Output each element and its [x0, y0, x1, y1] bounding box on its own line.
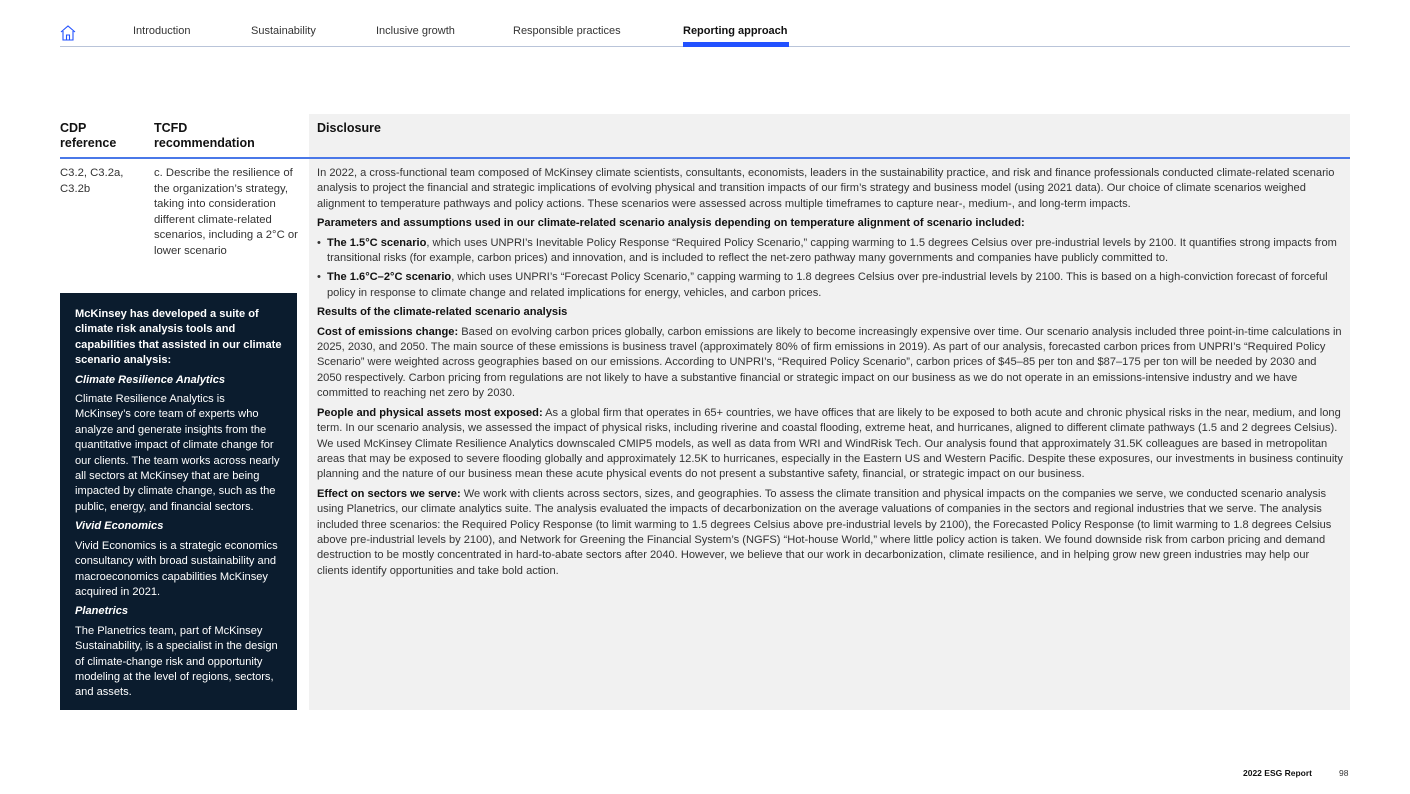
tab-inclusive-growth[interactable]: Inclusive growth [376, 25, 455, 37]
scenario-description: , which uses UNPRI’s Inevitable Policy Response “Required Policy Scenario,” capping warming to 1.5 degrees Celsius over pre-industrial levels by 2100. It quantifies strong impacts from transitional risks (for example, carbon prices) and innovation, and is included to reflect the net-zero pathway many governments and companies have publicly committed to. [327, 236, 1337, 265]
list-item [317, 270, 1343, 301]
scenario-list [317, 236, 1343, 302]
tab-sustainability[interactable]: Sustainability [251, 25, 316, 37]
footer-report-title: 2022 ESG Report [1243, 768, 1312, 778]
header-disclosure: Disclosure [317, 121, 381, 135]
tab-reporting-approach[interactable]: Reporting approach [683, 25, 788, 37]
top-nav [60, 0, 1350, 47]
header-cdp-reference: CDP reference [60, 121, 117, 150]
disclosure-cell [317, 166, 1343, 583]
list-item [317, 236, 1343, 267]
tab-introduction[interactable]: Introduction [133, 25, 191, 37]
tools-callout-box [60, 293, 297, 710]
home-icon[interactable] [60, 24, 76, 42]
header-tcfd-recommendation: TCFD recommendation [154, 121, 255, 150]
result-paragraph [317, 325, 1343, 402]
result-lead: Effect on sectors we serve: [317, 487, 461, 500]
result-text: We work with clients across sectors, sizes, and geographies. To assess the climate transition and physical impacts on the companies we serve, we conducted scenario analysis using Planetrics, our climate analytics suite. The analysis evaluated the impacts of decarbonization on the average valuations of companies in the sectors and regional industries that we serve. The analysis included three scenarios: the Required Policy Response (to limit warming to 1.5 degrees Celsius above pre-industrial levels by 2100), the Forecasted Policy Response (to limit warming to 1.8 degrees Celsius above pre-industrial levels by 2100), and Network for Greening the Financial System’s (NGFS) “Hot-house World,” where little policy action is taken. We found downside risk from carbon pricing and demand destruction to be mostly concentrated in hard-to-abate sectors after 2040. However, we believe that our work in decarbonization, climate resilience, and in helping grow new green industries may help our clients identify opportunities and take bold action. [317, 487, 1332, 577]
callout-item-text: Vivid Economics is a strategic economics consultancy with broad sustainability and macroeconomics capabilities McKinsey acquired in 2021. [75, 539, 278, 598]
scenario-description: , which uses UNPRI’s “Forecast Policy Scenario,” capping warming to 1.8 degrees Celsius over pre-industrial levels by 2100. This is based on a high-conviction forecast of forceful policy in response to climate change and related implications for energy, vehicles, and carbon prices. [327, 271, 1328, 299]
header-divider [60, 157, 1350, 159]
callout-item-title: Planetrics [75, 605, 129, 618]
result-lead: Cost of emissions change: [317, 325, 459, 338]
scenario-name: The 1.6°C–2°C scenario [327, 271, 452, 284]
result-lead: People and physical assets most exposed: [317, 406, 543, 419]
scenario-name: The 1.5°C scenario [327, 236, 427, 249]
active-tab-indicator [683, 42, 789, 47]
page-number: 98 [1339, 768, 1349, 778]
parameters-heading: Parameters and assumptions used in our climate-related scenario analysis depending on temperature alignment of scenario included: [317, 217, 1025, 230]
result-text: Based on evolving carbon prices globally, carbon emissions are likely to become increasingly expensive over time. Our scenario analysis included three point-in-time calculations in 2025, 2030, and 2050. The main source of these emissions is business travel (approximately 80% of firm emissions in 2019). As part of our analysis, forecasted carbon prices from UNPRI’s “Required Policy Scenario” were weighted across geographies based on our emissions. According to UNPRI’s, “Required Policy Scenario”, carbon prices of $45–85 per ton and $87–175 per ton will be needed by 2030 and 2050 respectively. Carbon pricing from regulations are not likely to have a substantive financial or strategic impact on our business as we do not operate in an emissions-intensive industry and we have committed to reaching net zero by 2030. [317, 325, 1342, 400]
result-text: As a global firm that operates in 65+ countries, we have offices that are likely to be exposed to both acute and chronic physical risks in the near, medium, and long term. In our scenario analysis, we assessed the impact of physical risks, including riverine and coastal flooding, extreme heat, and hurricanes, aligned to different climate pathways (1.5 and 2 degrees Celsius). We used McKinsey Climate Resilience Analytics downscaled CMIP5 models, as well as data from WRI and WindRisk Tech. Our analysis found that approximately 31.5K colleagues are based in metropolitan areas that may be exposed to severe flooding globally and approximately 12.5K to hurricanes, especially in the Eastern US and Western Pacific. Despite these exposures, our investments in business continuity planning and the nature of our business mean these acute physical events do not present a substantive safety, financial, or strategic impact on our business. [317, 406, 1343, 481]
results-heading: Results of the climate-related scenario analysis [317, 306, 568, 319]
callout-item-title: Climate Resilience Analytics [75, 373, 226, 386]
callout-item-text: The Planetrics team, part of McKinsey Sustainability, is a specialist in the design of climate-change risk and opportunity modeling at the level of regions, sectors, and assets. [75, 624, 278, 699]
tcfd-recommendation-cell: c. Describe the resilience of the organization’s strategy, taking into consideration different climate-related scenarios, including a 2°C or lower scenario [154, 167, 298, 257]
result-paragraph [317, 487, 1343, 579]
tab-responsible-practices[interactable]: Responsible practices [513, 25, 621, 37]
disclosure-intro-paragraph: In 2022, a cross-functional team composed of McKinsey climate scientists, consultants, economists, leaders in the sustainability practice, and risk and finance professionals conducted climate-related scenario analysis to project the financial and strategic implications of evolving physical and transition impacts of our firm’s strategy and business model (using 2021 data). Our choice of climate scenarios weighed alignment to temperature pathways and policy actions. These scenarios were assessed across multiple timeframes to capture near-, medium-, and long-term impacts. [317, 167, 1335, 210]
result-paragraph [317, 406, 1343, 483]
callout-item-title: Vivid Economics [75, 520, 164, 533]
callout-intro: McKinsey has developed a suite of climate risk analysis tools and capabilities that assisted in our climate scenario analysis: [75, 308, 282, 367]
cdp-reference-cell: C3.2, C3.2a, C3.2b [60, 167, 124, 195]
callout-item-text: Climate Resilience Analytics is McKinsey’s core team of experts who analyze and generate insights from the quantitative impact of climate change for our clients. The team works across nearly all sectors at McKinsey that are being impacted by climate change, such as the public, energy, and financial sectors. [75, 393, 280, 513]
